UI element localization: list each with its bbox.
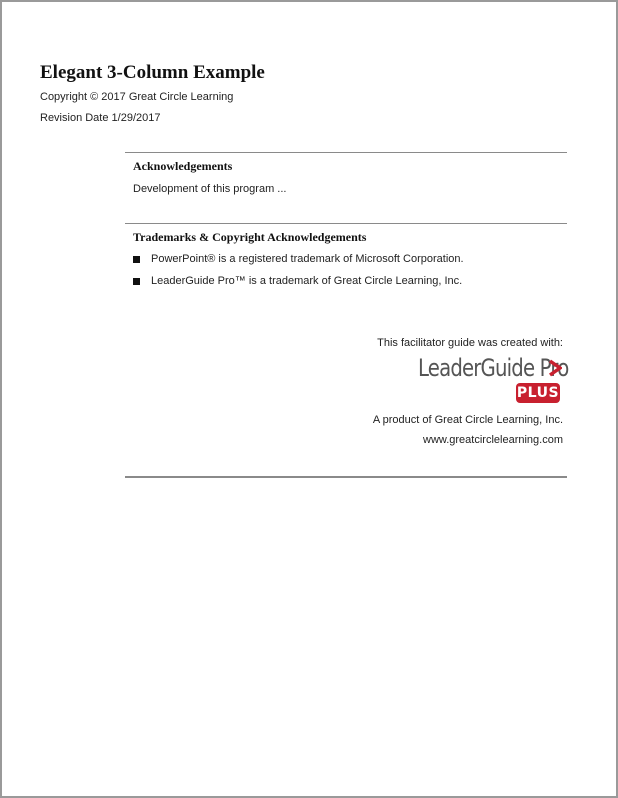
plus-badge: PLUS [516, 385, 560, 401]
copyright-line: Copyright © 2017 Great Circle Learning [40, 91, 234, 103]
section-divider-middle [125, 223, 567, 224]
trademark-list-item [133, 275, 462, 287]
section-divider-bottom [125, 476, 567, 478]
trademark-list-item [133, 253, 464, 265]
bullet-square-icon [133, 278, 140, 285]
created-with-text: This facilitator guide was created with: [377, 337, 563, 349]
trademarks-heading: Trademarks & Copyright Acknowledgements [133, 230, 367, 244]
acknowledgements-body: Development of this program ... [133, 183, 287, 195]
trademark-text: LeaderGuide Pro™ is a trademark of Great Circle Learning, Inc. [151, 275, 463, 287]
play-arrow-icon [548, 359, 562, 377]
section-divider-top [125, 152, 567, 153]
leaderguide-pro-logo [418, 354, 569, 406]
product-of-text: A product of Great Circle Learning, Inc. [372, 414, 563, 426]
acknowledgements-heading: Acknowledgements [133, 159, 233, 173]
document-title: Elegant 3-Column Example [40, 62, 265, 83]
logo-wordmark: LeaderGuide Pro [418, 354, 569, 382]
website-link[interactable]: www.greatcirclelearning.com [423, 434, 563, 446]
revision-date: Revision Date 1/29/2017 [40, 112, 161, 124]
bullet-square-icon [133, 256, 140, 263]
trademark-text: PowerPoint® is a registered trademark of Microsoft Corporation. [151, 253, 464, 265]
